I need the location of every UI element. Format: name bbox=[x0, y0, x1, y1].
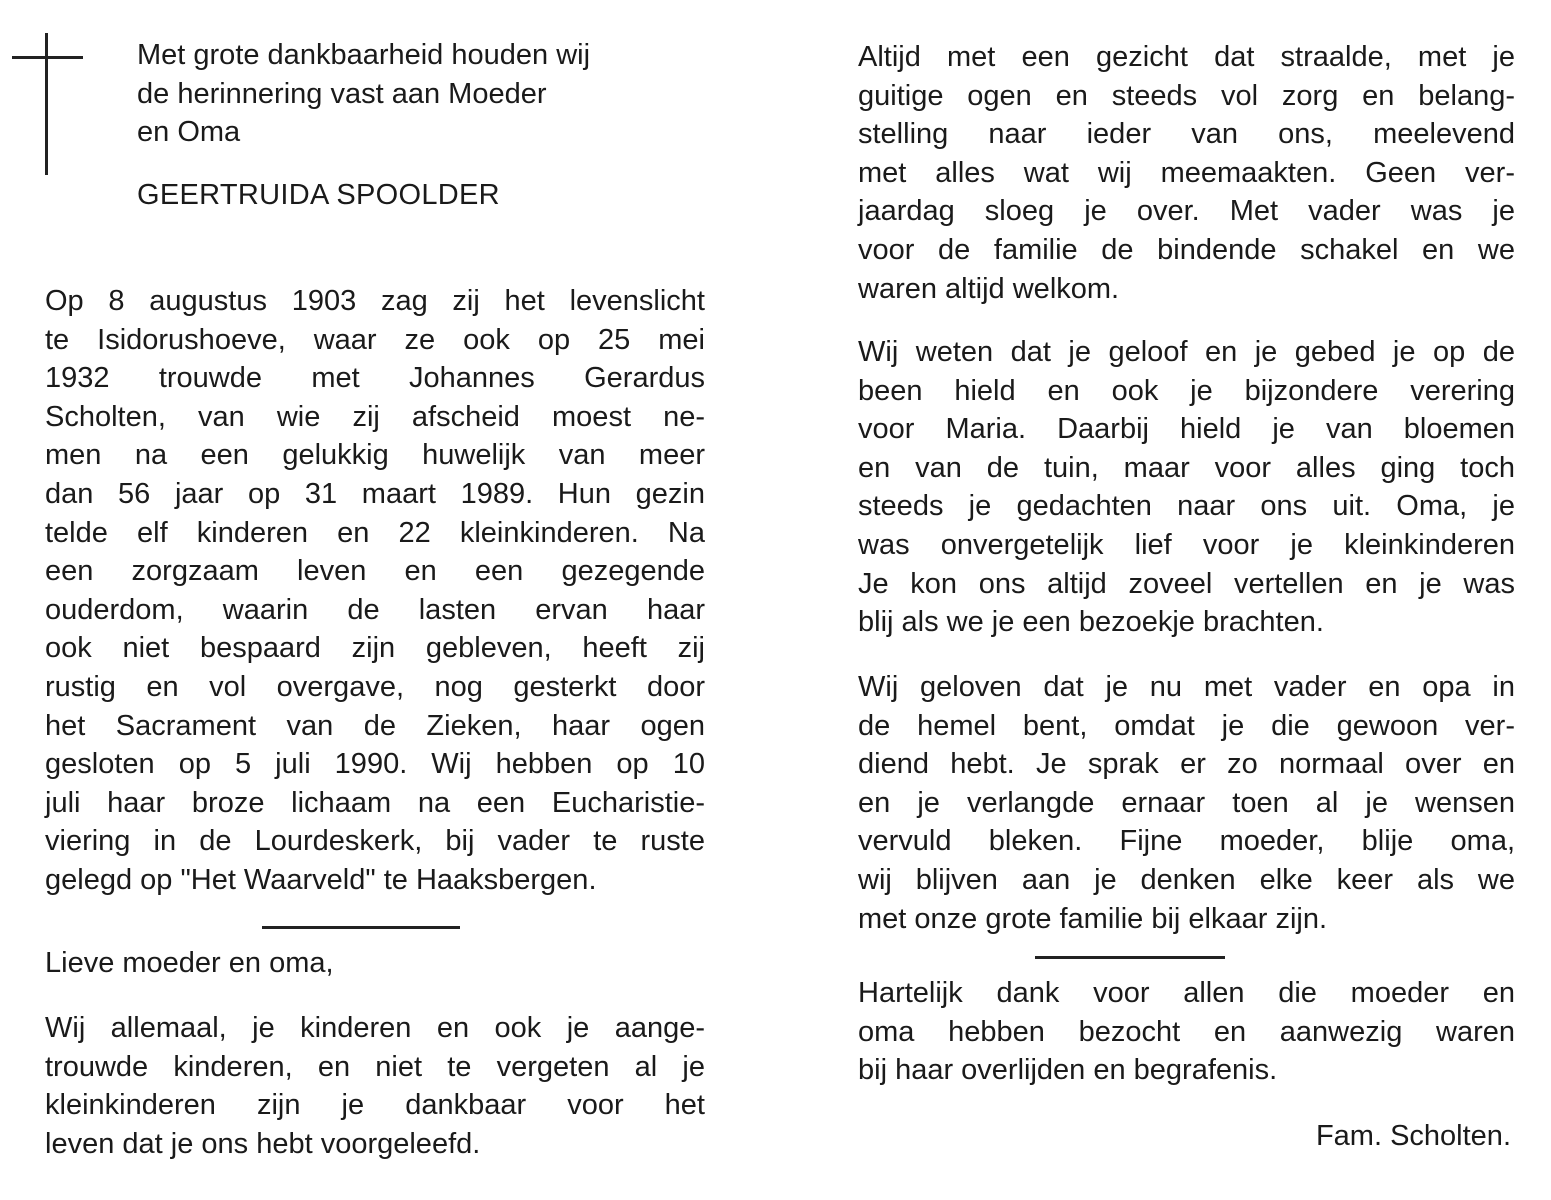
text-line: steeds je gedachten naar ons uit. Oma, je bbox=[858, 490, 1515, 523]
text-line: Scholten, van wie zij afscheid moest ne- bbox=[45, 400, 705, 433]
biography-paragraph bbox=[45, 282, 705, 900]
text-line: gelegd op "Het Waarveld" te Haaksbergen. bbox=[45, 863, 597, 896]
text-line: en van de tuin, maar voor alles ging toch bbox=[858, 451, 1515, 484]
text-line: het Sacrament van de Zieken, haar ogen bbox=[45, 709, 705, 742]
text-line: oma hebben bezocht en aanwezig waren bbox=[858, 1015, 1515, 1048]
text-line: jaardag sloeg je over. Met vader was je bbox=[858, 195, 1515, 228]
salutation bbox=[45, 944, 705, 983]
text-line: een zorgzaam leven en een gezegende bbox=[45, 555, 705, 588]
thanks-paragraph bbox=[858, 974, 1515, 1090]
text-line: ook niet bespaard zijn gebleven, heeft zij bbox=[45, 632, 705, 665]
text-line: telde elf kinderen en 22 kleinkinderen. Na bbox=[45, 516, 705, 549]
text-line: bij haar overlijden en begrafenis. bbox=[858, 1054, 1278, 1087]
text-line: dan 56 jaar op 31 maart 1989. Hun gezin bbox=[45, 477, 705, 510]
text-line: en Oma bbox=[137, 116, 241, 149]
text-line: Wij weten dat je geloof en je gebed je op de bbox=[858, 336, 1515, 368]
signature: Fam. Scholten. bbox=[1315, 1120, 1511, 1152]
text-line: de herinnering vast aan Moeder bbox=[137, 77, 547, 110]
text-line: voor Maria. Daarbij hield je van bloemen bbox=[858, 413, 1515, 446]
text-line: blij als we je een bezoekje brachten. bbox=[858, 606, 1324, 639]
text-line: en je verlangde ernaar toen al je wensen bbox=[858, 786, 1515, 819]
text-line: Lieve moeder en oma, bbox=[45, 947, 334, 979]
text-line: Hartelijk dank voor allen die moeder en bbox=[858, 977, 1515, 1009]
text-line: Altijd met een gezicht dat straalde, met je bbox=[858, 41, 1515, 73]
text-line: viering in de Lourdeskerk, bij vader te ruste bbox=[45, 825, 705, 858]
text-line: wij blijven aan je denken elke keer als we bbox=[858, 863, 1515, 896]
intro-block bbox=[137, 36, 707, 152]
cross-icon bbox=[45, 33, 48, 175]
text-line: vervuld bleken. Fijne moeder, blije oma, bbox=[858, 825, 1515, 858]
text-line: stelling naar ieder van ons, meelevend bbox=[858, 118, 1515, 151]
memories-paragraph bbox=[858, 38, 1515, 308]
text-line: 1932 trouwde met Johannes Gerardus bbox=[45, 362, 705, 395]
text-line: de hemel bent, omdat je die gewoon ver- bbox=[858, 709, 1515, 742]
text-line: waren altijd welkom. bbox=[858, 272, 1120, 305]
text-line: Wij geloven dat je nu met vader en opa in bbox=[858, 671, 1515, 703]
text-line: men na een gelukkig huwelijk van meer bbox=[45, 439, 705, 472]
text-line: diend hebt. Je sprak er zo normaal over en bbox=[858, 748, 1515, 781]
deceased-name: GEERTRUIDA SPOOLDER bbox=[137, 179, 500, 211]
text-line: gesloten op 5 juli 1990. Wij hebben op 10 bbox=[45, 748, 705, 781]
text-line: was onvergetelijk lief voor je kleinkinderen bbox=[858, 528, 1515, 561]
text-line: kleinkinderen zijn je dankbaar voor het bbox=[45, 1089, 705, 1122]
text-line: rustig en vol overgave, nog gesterkt door bbox=[45, 670, 705, 703]
text-line: trouwde kinderen, en niet te vergeten al je bbox=[45, 1050, 705, 1083]
text-line: guitige ogen en steeds vol zorg en belang- bbox=[858, 79, 1515, 112]
faith-paragraph bbox=[858, 333, 1515, 642]
text-line: met onze grote familie bij elkaar zijn. bbox=[858, 902, 1328, 935]
text-line: juli haar broze lichaam na een Eucharistie- bbox=[45, 786, 705, 819]
divider bbox=[1035, 956, 1225, 959]
text-line: Je kon ons altijd zoveel vertellen en je was bbox=[858, 567, 1515, 600]
text-line: Wij allemaal, je kinderen en ook je aange- bbox=[45, 1012, 705, 1044]
divider bbox=[262, 926, 460, 929]
text-line: Met grote dankbaarheid houden wij bbox=[137, 39, 591, 71]
text-line: te Isidorushoeve, waar ze ook op 25 mei bbox=[45, 323, 705, 356]
heaven-paragraph bbox=[858, 668, 1515, 938]
cross-icon-bar bbox=[12, 56, 83, 59]
text-line: leven dat je ons hebt voorgeleefd. bbox=[45, 1127, 481, 1160]
text-line: ouderdom, waarin de lasten ervan haar bbox=[45, 593, 705, 626]
text-line: met alles wat wij meemaakten. Geen ver- bbox=[858, 156, 1515, 189]
text-line: Op 8 augustus 1903 zag zij het levenslicht bbox=[45, 285, 705, 317]
letter-paragraph bbox=[45, 1009, 705, 1163]
text-line: been hield en ook je bijzondere verering bbox=[858, 374, 1515, 407]
text-line: voor de familie de bindende schakel en we bbox=[858, 233, 1515, 266]
